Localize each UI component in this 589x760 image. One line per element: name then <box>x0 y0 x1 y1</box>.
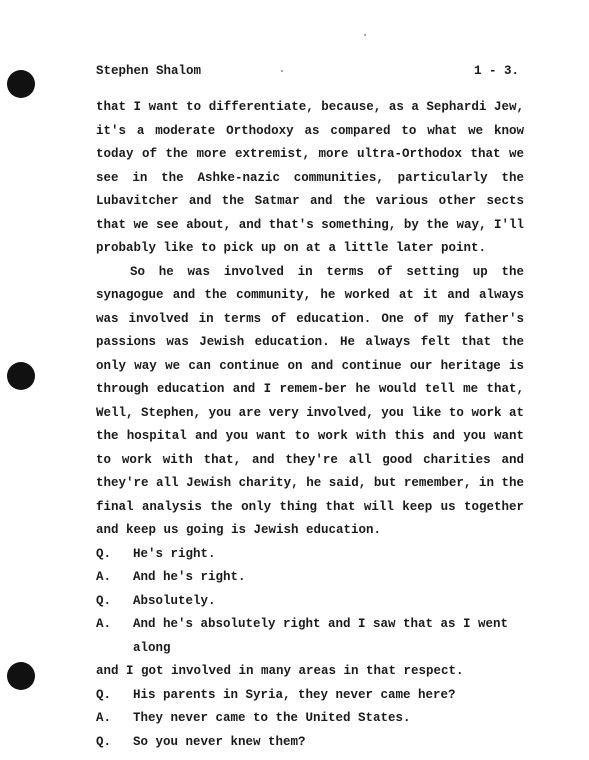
page-number: 1 - 3. <box>473 64 519 78</box>
exchange-line <box>96 613 524 660</box>
exchange-line <box>96 590 524 614</box>
transcript-body <box>96 96 524 754</box>
interviewee-name: Stephen Shalom <box>96 64 202 78</box>
exchange-text: He's right. <box>133 546 216 561</box>
binder-hole-top <box>7 70 35 98</box>
speaker-label: A. <box>96 711 112 725</box>
paragraph: So he was involved in terms of setting up the synagogue and the community, he worked at it and always was involved in terms of education. One of my father's passions was Jewish education. He always felt that the only way we can continue on and continue our heritage is through education and I remem-ber he would tell me that, Well, Stephen, you are very involved, you like to work at the hospital and you want to work with this and you want to work with that, and they're all good charities and they're all Jewish charity, he said, but remember, in the final analysis the only thing that will keep us together and keep us going is Jewish education. <box>96 264 524 537</box>
paragraph: that I want to differentiate, because, as a Sephardi Jew, it's a moderate Orthodoxy as compared to what we know today of the more extremist, more ultra-Orthodox that we see in the Ashke-nazic communities, particularly the Lubavitcher and the Satmar and the various other sects that we see about, and that's something, by the way, I'll probably like to pick up on at a little later point. <box>96 100 524 255</box>
exchange-line <box>96 543 524 567</box>
exchange-line <box>96 731 524 755</box>
speaker-label: Q. <box>96 593 112 608</box>
exchange-text: So you never knew them? <box>133 734 306 749</box>
exchange-text: His parents in Syria, they never came here? <box>133 687 456 702</box>
speaker-label: Q. <box>96 734 112 749</box>
speck <box>364 34 366 36</box>
exchange-text: And he's absolutely right and I saw that as I went along <box>133 617 509 655</box>
exchange-text: And he's right. <box>133 570 246 584</box>
exchange-line <box>96 684 524 708</box>
speaker-label: A. <box>96 617 112 631</box>
exchange-text: Absolutely. <box>133 593 216 608</box>
speck <box>281 70 283 72</box>
exchange-line <box>96 707 524 731</box>
binder-hole-bottom <box>7 662 35 690</box>
speaker-label: A. <box>96 570 112 584</box>
speaker-label: Q. <box>96 687 112 702</box>
speaker-label: Q. <box>96 546 112 561</box>
exchange-continuation: and I got involved in many areas in that respect. <box>96 664 464 678</box>
exchange-text: They never came to the United States. <box>133 711 411 725</box>
exchange-line <box>96 566 524 590</box>
binder-hole-middle <box>7 362 35 390</box>
